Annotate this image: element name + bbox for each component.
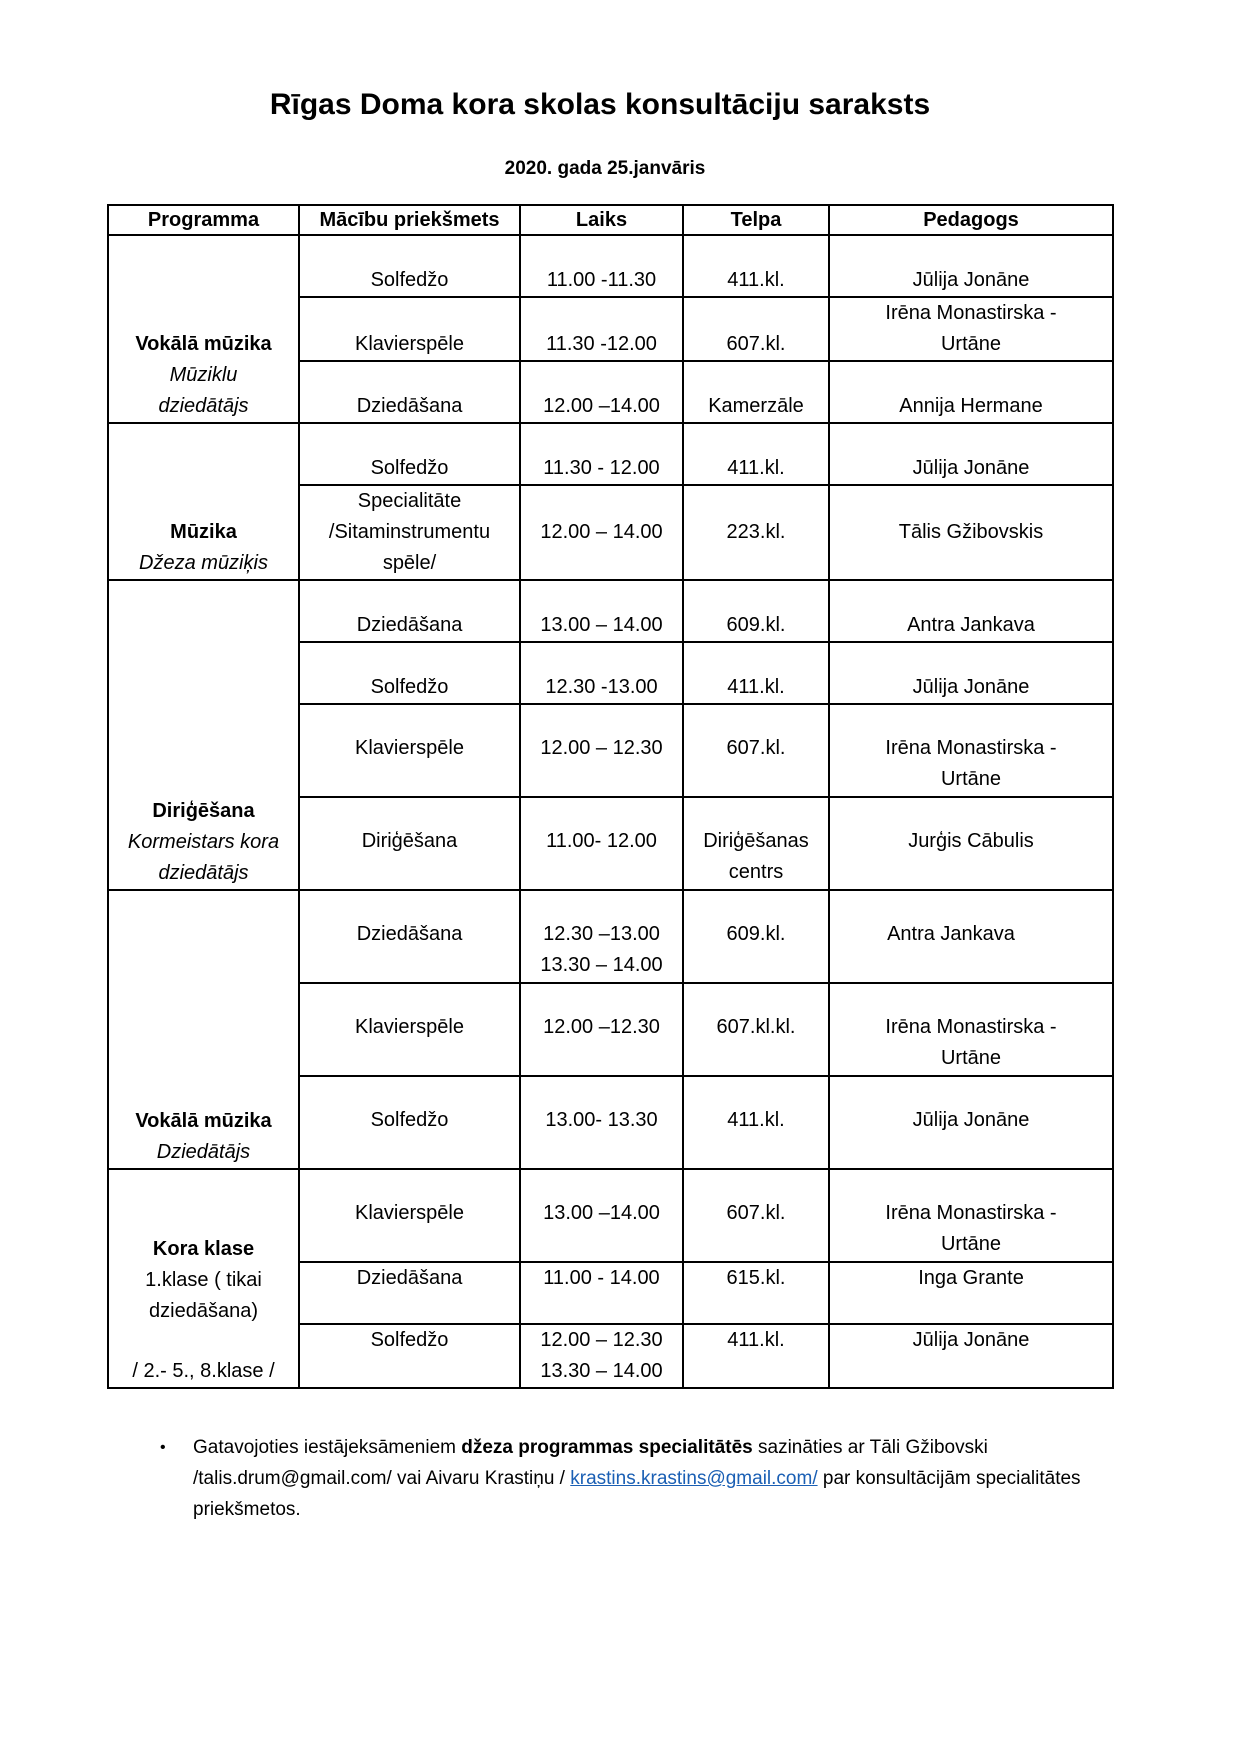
- time-cell: 11.30 -12.00: [520, 297, 683, 361]
- teacher-cell: Jūlija Jonāne: [829, 423, 1113, 485]
- email-link[interactable]: krastins.krastins@gmail.com/: [570, 1468, 818, 1489]
- teacher-cell: Tālis Gžibovskis: [829, 485, 1113, 580]
- note-text-part-2: sazināties ar Tāli Gžibovski /talis.drum@gmail.com/ vai Aivaru Krastiņu /: [193, 1437, 988, 1489]
- consultation-note: [160, 1432, 1120, 1525]
- program-name: Vokālā mūzika: [135, 333, 272, 355]
- table-row: [108, 890, 1113, 983]
- page-subtitle-date: 2020. gada 25.janvāris: [504, 158, 706, 179]
- program-cell: [108, 423, 299, 580]
- page-title: Rīgas Doma kora skolas konsultāciju saraksts: [269, 88, 931, 121]
- program-name: Diriģēšana: [152, 800, 255, 822]
- time-cell: 12.00 –14.00: [520, 361, 683, 423]
- program-name: Mūzika: [170, 521, 237, 543]
- subject-cell: Dziedāšana: [299, 1262, 520, 1324]
- room-cell: 411.kl.: [683, 1324, 829, 1388]
- room-cell: Kamerzāle: [683, 361, 829, 423]
- room-cell: 411.kl.: [683, 642, 829, 704]
- room-cell: 607.kl.kl.: [683, 983, 829, 1076]
- teacher-cell: Irēna Monastirska - Urtāne: [829, 983, 1113, 1076]
- program-subtitle: Dziedātājs: [156, 1141, 251, 1163]
- time-line-1: 12.00 – 12.30: [540, 1329, 663, 1351]
- note-text-part-3: par konsultācijām specialitātes priekšmetos.: [193, 1468, 1081, 1520]
- program-note-2: / 2.- 5., 8.klase /: [132, 1360, 275, 1382]
- subject-cell: Specialitāte /Sitaminstrumentu spēle/: [299, 485, 520, 580]
- teacher-cell: Jūlija Jonāne: [829, 642, 1113, 704]
- time-cell: 12.00 – 12.30: [520, 704, 683, 797]
- time-cell: 12.00 – 14.00: [520, 485, 683, 580]
- time-cell: [520, 1324, 683, 1388]
- teacher-cell: Irēna Monastirska - Urtāne: [829, 704, 1113, 797]
- header-time: Laiks: [520, 205, 683, 235]
- teacher-cell: Jūlija Jonāne: [829, 1324, 1113, 1388]
- table-header-row: [108, 205, 1113, 235]
- teacher-cell: Jūlija Jonāne: [829, 235, 1113, 297]
- room-cell: 411.kl.: [683, 1076, 829, 1169]
- table-row: [108, 580, 1113, 642]
- time-line-1: 12.30 –13.00: [543, 923, 660, 945]
- room-cell: Diriģēšanas centrs: [683, 797, 829, 890]
- room-cell: 615.kl.: [683, 1262, 829, 1324]
- subject-cell: Solfedžo: [299, 423, 520, 485]
- program-subtitle: Kormeistars kora dziedātājs: [127, 831, 280, 884]
- time-line-2: 13.30 – 14.00: [540, 1360, 663, 1382]
- schedule-table: [107, 204, 1114, 1389]
- subject-cell: Dziedāšana: [299, 580, 520, 642]
- teacher-cell: Irēna Monastirska - Urtāne: [829, 1169, 1113, 1262]
- time-line-2: 13.30 – 14.00: [540, 954, 663, 976]
- header-subject: Mācību priekšmets: [299, 205, 520, 235]
- time-cell: 11.00 -11.30: [520, 235, 683, 297]
- header-teacher: Pedagogs: [829, 205, 1113, 235]
- teacher-cell: Irēna Monastirska - Urtāne: [829, 297, 1113, 361]
- program-subtitle: Džeza mūziķis: [139, 552, 268, 574]
- room-cell: 609.kl.: [683, 890, 829, 983]
- time-cell: 11.00 - 14.00: [520, 1262, 683, 1324]
- room-cell: 607.kl.: [683, 297, 829, 361]
- time-cell: 12.00 –12.30: [520, 983, 683, 1076]
- time-cell: 13.00 –14.00: [520, 1169, 683, 1262]
- subject-cell: Klavierspēle: [299, 297, 520, 361]
- teacher-cell: Jūlija Jonāne: [829, 1076, 1113, 1169]
- time-cell: [520, 890, 683, 983]
- subject-cell: Dziedāšana: [299, 890, 520, 983]
- teacher-cell: Jurģis Cābulis: [829, 797, 1113, 890]
- room-cell: 411.kl.: [683, 423, 829, 485]
- time-cell: 12.30 -13.00: [520, 642, 683, 704]
- table-row: [108, 1169, 1113, 1262]
- teacher-cell: Antra Jankava: [829, 580, 1113, 642]
- program-name: Vokālā mūzika: [135, 1110, 272, 1132]
- header-room: Telpa: [683, 205, 829, 235]
- subject-cell: Klavierspēle: [299, 1169, 520, 1262]
- room-cell: 411.kl.: [683, 235, 829, 297]
- table-row: [108, 423, 1113, 485]
- note-text-bold: džeza programmas specialitātēs: [461, 1437, 753, 1458]
- subject-cell: Dziedāšana: [299, 361, 520, 423]
- time-cell: 13.00 – 14.00: [520, 580, 683, 642]
- program-cell: [108, 235, 299, 423]
- room-cell: 607.kl.: [683, 1169, 829, 1262]
- room-cell: 609.kl.: [683, 580, 829, 642]
- subject-cell: Solfedžo: [299, 1324, 520, 1388]
- subject-cell: Solfedžo: [299, 1076, 520, 1169]
- note-text-part-1: Gatavojoties iestājeksāmeniem: [193, 1437, 462, 1458]
- program-cell: [108, 580, 299, 890]
- subject-cell: Klavierspēle: [299, 983, 520, 1076]
- time-cell: 11.30 - 12.00: [520, 423, 683, 485]
- room-cell: 607.kl.: [683, 704, 829, 797]
- subject-cell: Klavierspēle: [299, 704, 520, 797]
- time-cell: 11.00- 12.00: [520, 797, 683, 890]
- note-text: [193, 1432, 1120, 1525]
- program-cell: [108, 1169, 299, 1388]
- subject-cell: Solfedžo: [299, 235, 520, 297]
- subject-cell: Diriģēšana: [299, 797, 520, 890]
- time-cell: 13.00- 13.30: [520, 1076, 683, 1169]
- teacher-cell: Annija Hermane: [829, 361, 1113, 423]
- table-row: [108, 235, 1113, 297]
- subject-cell: Solfedžo: [299, 642, 520, 704]
- program-cell: [108, 890, 299, 1169]
- header-program: Programma: [108, 205, 299, 235]
- program-note: 1.klase ( tikai dziedāšana): [145, 1269, 262, 1322]
- program-subtitle: Mūziklu dziedātājs: [158, 364, 249, 417]
- teacher-cell: Inga Grante: [829, 1262, 1113, 1324]
- room-cell: 223.kl.: [683, 485, 829, 580]
- bullet-icon: •: [160, 1439, 166, 1456]
- teacher-cell: Antra Jankava: [829, 890, 1113, 983]
- program-name: Kora klase: [152, 1238, 255, 1260]
